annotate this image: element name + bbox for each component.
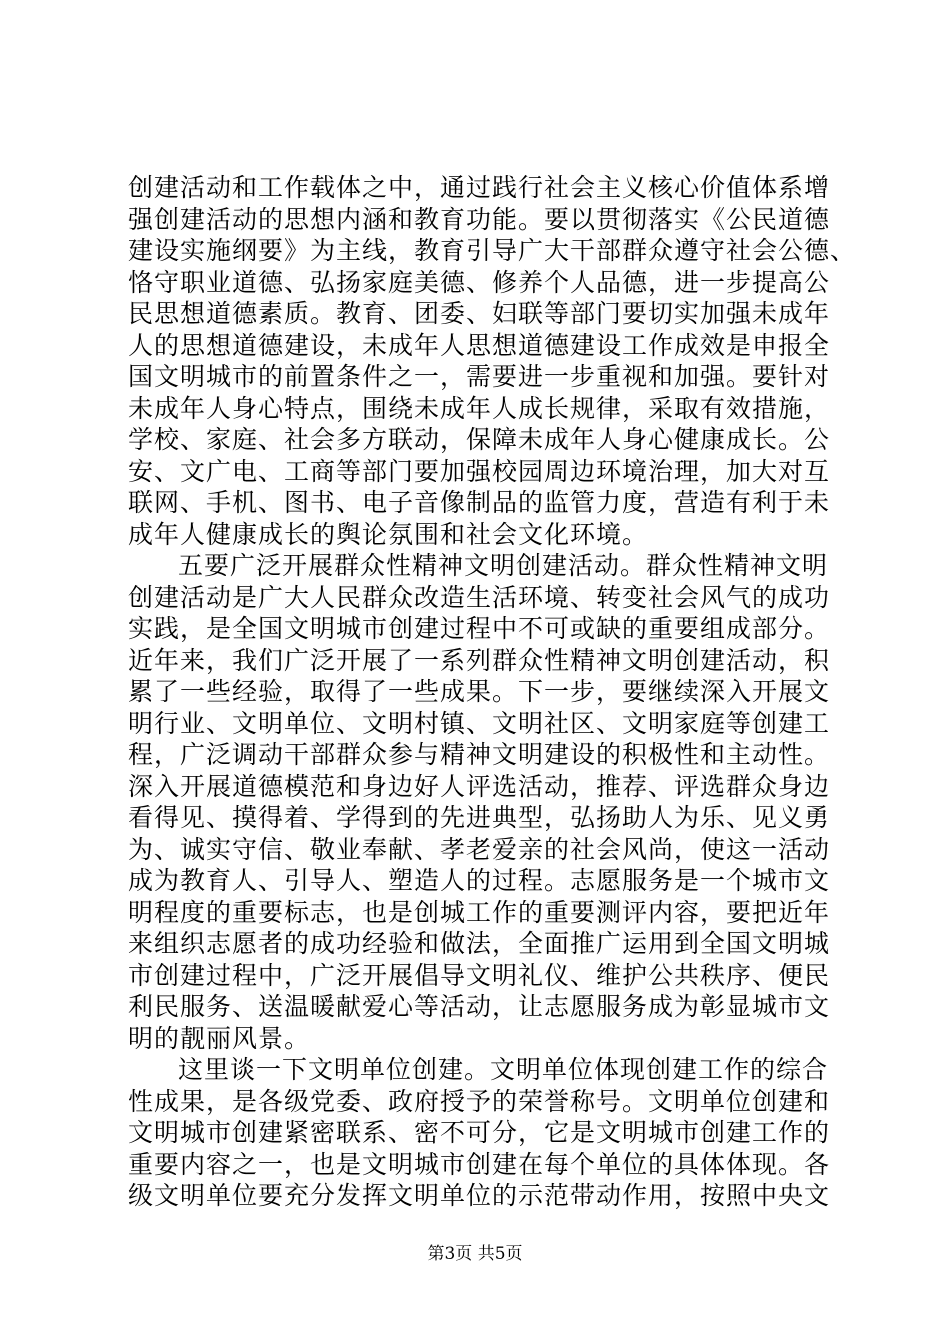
text-line: 明行业、文明单位、文明村镇、文明社区、文明家庭等创建工 <box>128 708 831 738</box>
text-line: 创建活动是广大人民群众改造生活环境、转变社会风气的成功 <box>128 582 831 612</box>
text-line: 文明城市创建紧密联系、密不可分，它是文明城市创建工作的 <box>128 1118 831 1147</box>
text-line: 未成年人身心特点，围绕未成年人成长规律，采取有效措施， <box>128 393 831 423</box>
text-line: 来组织志愿者的成功经验和做法，全面推广运用到全国文明城 <box>128 929 831 958</box>
paragraph-start-line: 这里谈一下文明单位创建。文明单位体现创建工作的综合 <box>178 1055 829 1084</box>
text-line: 人的思想道德建设，未成年人思想道德建设工作成效是申报全 <box>128 330 831 360</box>
text-line: 程，广泛调动干部群众参与精神文明建设的积极性和主动性。 <box>128 740 831 769</box>
text-line: 成年人健康成长的舆论氛围和社会文化环境。 <box>128 519 649 549</box>
text-line: 为、诚实守信、敬业奉献、孝老爱亲的社会风尚，使这一活动 <box>128 834 831 864</box>
text-line: 深入开展道德模范和身边好人评选活动，推荐、评选群众身边 <box>128 771 831 801</box>
text-line: 创建活动和工作载体之中，通过践行社会主义核心价值体系增 <box>128 173 831 202</box>
text-line: 恪守职业道德、弘扬家庭美德、修养个人品德，进一步提高公 <box>128 267 831 297</box>
text-line: 强创建活动的思想内涵和教育功能。要以贯彻落实《公民道德 <box>128 204 831 234</box>
text-line: 性成果，是各级党委、政府授予的荣誉称号。文明单位创建和 <box>128 1086 831 1116</box>
text-line: 明程度的重要标志，也是创城工作的重要测评内容，要把近年 <box>128 897 831 927</box>
text-line: 市创建过程中，广泛开展倡导文明礼仪、维护公共秩序、便民 <box>128 960 831 990</box>
text-line: 联网、手机、图书、电子音像制品的监管力度，营造有利于未 <box>128 488 831 517</box>
text-line: 国文明城市的前置条件之一，需要进一步重视和加强。要针对 <box>128 362 831 391</box>
text-line: 重要内容之一，也是文明城市创建在每个单位的具体体现。各 <box>128 1149 831 1179</box>
page-footer: 第3页 共5页 <box>427 1244 523 1264</box>
text-line: 近年来，我们广泛开展了一系列群众性精神文明创建活动，积 <box>128 645 831 675</box>
text-line: 累了一些经验，取得了一些成果。下一步，要继续深入开展文 <box>128 677 831 706</box>
text-line: 级文明单位要充分发挥文明单位的示范带动作用，按照中央文 <box>128 1181 831 1210</box>
text-line: 明的靓丽风景。 <box>128 1023 311 1053</box>
text-line: 利民服务、送温暖献爱心等活动，让志愿服务成为彰显城市文 <box>128 992 831 1021</box>
body-text <box>128 172 857 1212</box>
text-line: 看得见、摸得着、学得到的先进典型，弘扬助人为乐、见义勇 <box>128 803 831 832</box>
text-line: 安、文广电、工商等部门要加强校园周边环境治理，加大对互 <box>128 456 831 486</box>
text-line: 建设实施纲要》为主线，教育引导广大干部群众遵守社会公德、 <box>128 236 857 265</box>
text-line: 学校、家庭、社会多方联动，保障未成年人身心健康成长。公 <box>128 425 831 454</box>
text-line: 民思想道德素质。教育、团委、妇联等部门要切实加强未成年 <box>128 299 831 328</box>
text-line: 成为教育人、引导人、塑造人的过程。志愿服务是一个城市文 <box>128 866 831 895</box>
paragraph-start-line: 五要广泛开展群众性精神文明创建活动。群众性精神文明 <box>178 551 829 580</box>
text-line: 实践，是全国文明城市创建过程中不可或缺的重要组成部分。 <box>128 614 831 643</box>
